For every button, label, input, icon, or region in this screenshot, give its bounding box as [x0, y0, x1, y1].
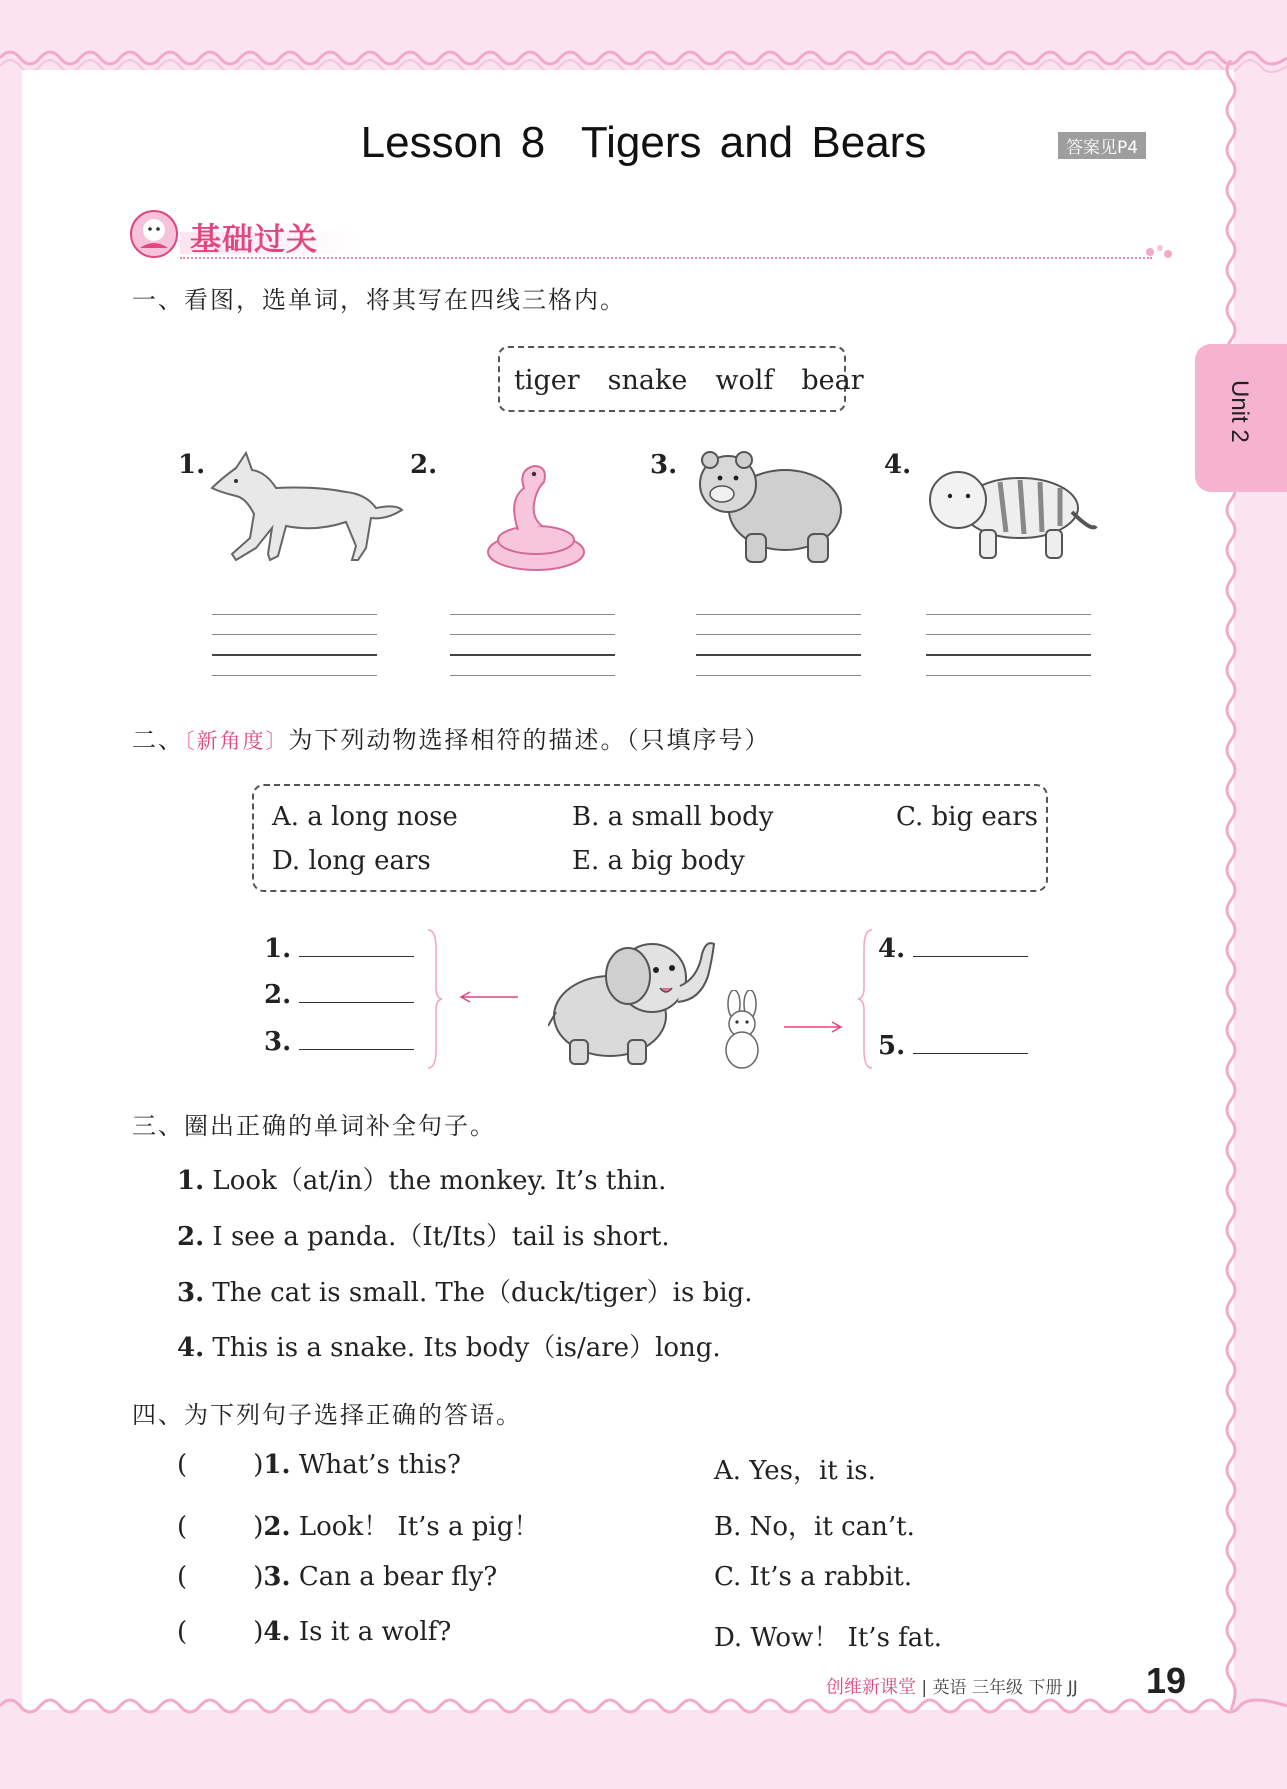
footer-details: 英语 三年级 下册 JJ: [932, 1678, 1078, 1698]
question-text: What’s this?: [298, 1450, 461, 1480]
q4-answer-option: A. Yes，it is.: [714, 1456, 876, 1486]
sentence-text[interactable]: This is a snake. Its body（is/are）long.: [212, 1333, 721, 1363]
question-text: Is it a wolf?: [298, 1617, 452, 1647]
sentence-number: 4.: [177, 1333, 205, 1363]
q1-item-number: 4.: [884, 450, 912, 480]
q2-right-answer-row: [878, 1031, 1028, 1061]
sentence-text[interactable]: I see a panda.（It/Its）tail is short.: [212, 1222, 670, 1252]
unit-tab[interactable]: [1195, 344, 1287, 492]
q2-prompt: [132, 720, 771, 755]
q2-prompt-text: 为下列动物选择相符的描述。（只填序号）: [288, 726, 771, 754]
q3-sentence: [177, 1272, 752, 1309]
q4-question-row: [177, 1506, 539, 1543]
q3-sentence: [177, 1327, 721, 1364]
section-title: 基础过关: [190, 222, 318, 258]
answer-blank[interactable]: [913, 936, 1028, 957]
answer-blank[interactable]: [299, 982, 414, 1003]
dots-ornament-icon: [1144, 242, 1174, 262]
mascot-icon: [128, 208, 180, 260]
arrow-left-icon: [458, 990, 520, 1004]
answer-reference-badge: 答案见P4: [1058, 132, 1146, 159]
answer-number: 5.: [878, 1031, 906, 1061]
q4-question-row: [177, 1562, 497, 1592]
tiger-picture: [920, 452, 1100, 567]
page-title: Lesson 8 Tigers and Bears: [360, 118, 927, 167]
answer-number: 3.: [264, 1027, 292, 1057]
rabbit-picture: [716, 990, 772, 1070]
q2-left-answer-row: [264, 1027, 414, 1057]
question-number: 3.: [263, 1562, 291, 1592]
q1-item-number: 1.: [178, 450, 206, 480]
sentence-text[interactable]: Look（at/in）the monkey. It’s thin.: [212, 1166, 667, 1196]
answer-paren-blank[interactable]: ( ): [177, 1450, 264, 1480]
q4-answer-option: D. Wow！ It’s fat.: [714, 1623, 943, 1653]
q4-answer-option: B. No，it can’t.: [714, 1512, 915, 1542]
sentence-number: 1.: [177, 1166, 205, 1196]
q4-question-row: [177, 1450, 461, 1480]
word-option: snake: [607, 365, 688, 396]
option-d: D. long ears: [272, 846, 431, 876]
q1-item-number: 3.: [650, 450, 678, 480]
writing-lines[interactable]: [696, 614, 861, 676]
q2-prefix: 二、: [132, 726, 184, 754]
writing-lines[interactable]: [212, 614, 377, 676]
word-option: bear: [801, 365, 864, 396]
answer-paren-blank[interactable]: ( ): [177, 1562, 264, 1592]
sentence-number: 2.: [177, 1222, 205, 1252]
q2-options-box: [252, 784, 1048, 892]
option-a: A. a long nose: [272, 802, 458, 832]
right-wave-border: [1225, 60, 1253, 1710]
q3-sentence: [177, 1216, 670, 1253]
question-number: 1.: [263, 1450, 291, 1480]
answer-paren-blank[interactable]: ( ): [177, 1617, 264, 1647]
writing-lines[interactable]: [450, 614, 615, 676]
q2-left-answer-row: [264, 980, 414, 1010]
q1-prompt: 一、看图，选单词，将其写在四线三格内。: [132, 286, 626, 314]
snake-picture: [478, 460, 588, 575]
new-angle-tag: 〔新角度〕: [184, 729, 289, 753]
answer-number: 1.: [264, 934, 292, 964]
question-text: Look！ It’s a pig！: [298, 1512, 540, 1542]
word-option: tiger: [514, 365, 580, 396]
section-divider: [180, 257, 1152, 259]
q3-prompt: 三、圈出正确的单词补全句子。: [132, 1112, 496, 1140]
q2-left-answer-row: [264, 934, 414, 964]
footer-brand-name: 创维新课堂: [826, 1677, 916, 1698]
unit-tab-label: Unit 2: [1226, 380, 1253, 443]
answer-blank[interactable]: [913, 1033, 1028, 1054]
bottom-wave-border: [0, 1690, 1287, 1730]
option-e: E. a big body: [572, 846, 745, 876]
answer-number: 4.: [878, 934, 906, 964]
answer-number: 2.: [264, 980, 292, 1010]
bear-picture: [690, 448, 850, 568]
q4-question-row: [177, 1617, 451, 1647]
question-number: 2.: [263, 1512, 291, 1542]
page-number: 19: [1146, 1660, 1187, 1701]
elephant-picture: [548, 930, 726, 1070]
option-c: C. big ears: [896, 802, 1039, 832]
writing-lines[interactable]: [926, 614, 1091, 676]
arrow-right-icon: [782, 1020, 844, 1034]
q4-prompt: 四、为下列句子选择正确的答语。: [132, 1401, 522, 1429]
answer-blank[interactable]: [299, 936, 414, 957]
left-brace: [424, 928, 444, 1070]
q4-answer-option: C. It’s a rabbit.: [714, 1562, 913, 1592]
sentence-number: 3.: [177, 1278, 205, 1308]
option-b: B. a small body: [572, 802, 774, 832]
footer-brand: [826, 1673, 1078, 1699]
q2-right-answer-row: [878, 934, 1028, 964]
q1-item-number: 2.: [410, 450, 438, 480]
question-text: Can a bear fly?: [298, 1562, 498, 1592]
right-brace: [856, 928, 876, 1070]
answer-paren-blank[interactable]: ( ): [177, 1512, 264, 1542]
q1-word-box: [498, 346, 864, 412]
sentence-text[interactable]: The cat is small. The（duck/tiger）is big.: [212, 1278, 753, 1308]
wolf-picture: [206, 448, 406, 568]
q3-sentence: [177, 1160, 666, 1197]
footer-separator: |: [916, 1678, 933, 1698]
question-number: 4.: [263, 1617, 291, 1647]
answer-blank[interactable]: [299, 1029, 414, 1050]
word-option: wolf: [715, 365, 774, 396]
